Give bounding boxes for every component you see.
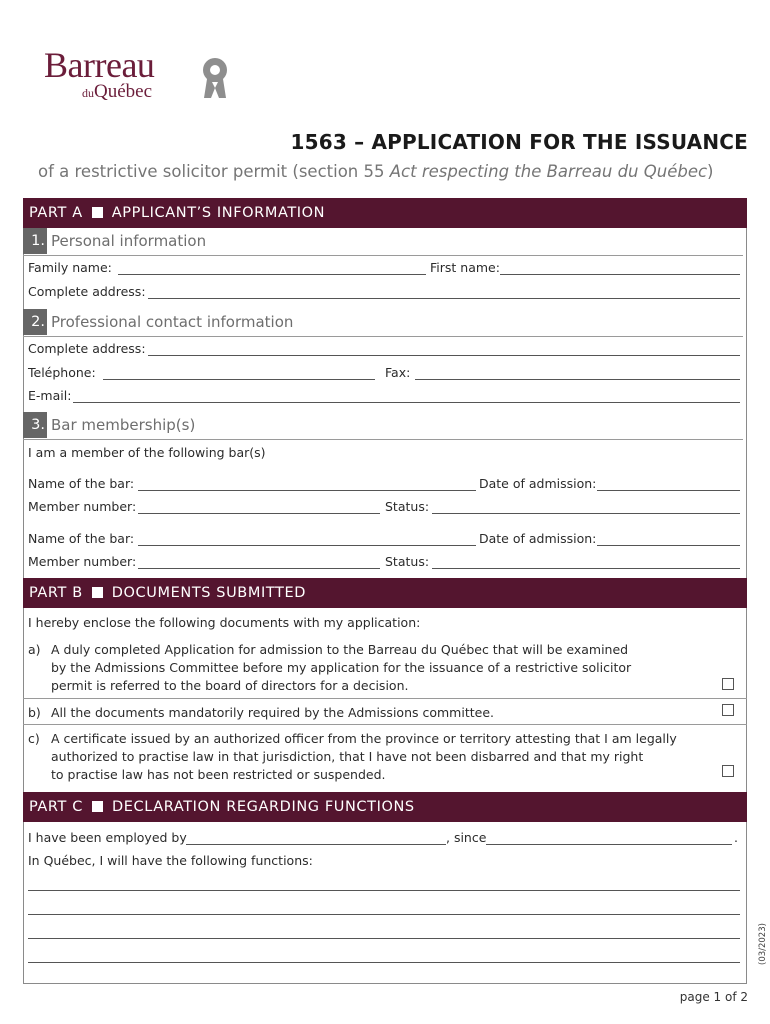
item-c-text: A certificate issued by an authorized officer from the province or territory attesting that I am legally [51,731,677,746]
page-number: page 1 of 2 [679,990,748,1004]
fax-label: Fax: [385,365,411,380]
status-label: Status: [385,554,430,569]
item-c-letter: c) [28,731,40,746]
divider [23,698,747,699]
employed-by-label: I have been employed by [28,830,187,845]
part-b-header: PART B DOCUMENTS SUBMITTED [23,578,747,608]
section-bar-membership: 3. Bar membership(s) [23,412,743,438]
item-c-text: to practise law has not been restricted or suspended. [51,767,386,782]
item-a-text: permit is referred to the board of directors for a decision. [51,678,409,693]
email-label: E-mail: [28,388,72,403]
bar-name-field-1[interactable] [138,490,476,491]
first-name-field[interactable] [500,274,740,275]
admission-date-label: Date of admission: [479,476,597,491]
section-personal-information: 1. Personal information [23,228,743,254]
functions-line-2[interactable] [28,914,740,915]
professional-address-field[interactable] [148,355,740,356]
bar-name-label: Name of the bar: [28,531,135,546]
status-field-1[interactable] [432,513,740,514]
professional-address-label: Complete address: [28,341,146,356]
first-name-label: First name: [430,260,500,275]
personal-address-label: Complete address: [28,284,146,299]
telephone-field[interactable] [103,379,375,380]
divider [23,724,747,725]
member-number-label: Member number: [28,499,137,514]
status-field-2[interactable] [432,568,740,569]
admission-date-field-2[interactable] [597,545,740,546]
bar-membership-intro: I am a member of the following bar(s) [28,445,266,460]
fax-field[interactable] [415,379,740,380]
member-number-field-1[interactable] [138,513,380,514]
square-bullet-icon [92,207,103,218]
part-c-header: PART C DECLARATION REGARDING FUNCTIONS [23,792,747,822]
functions-line-3[interactable] [28,938,740,939]
functions-line-1[interactable] [28,890,740,891]
square-bullet-icon [92,801,103,812]
documents-intro: I hereby enclose the following documents with my application: [28,615,421,630]
item-a-letter: a) [28,642,41,657]
revision-date: (03/2023) [758,923,768,965]
item-b-letter: b) [28,705,41,720]
telephone-label: Teléphone: [28,365,96,380]
family-name-field[interactable] [118,274,426,275]
form-title: 1563 – APPLICATION FOR THE ISSUANCE [290,130,748,154]
item-b-checkbox[interactable] [722,704,734,716]
item-c-checkbox[interactable] [722,765,734,777]
functions-line-4[interactable] [28,962,740,963]
form-subtitle: of a restrictive solicitor permit (section 55 Act respecting the Barreau du Québec) [38,162,714,181]
admission-date-field-1[interactable] [597,490,740,491]
section-professional-contact: 2. Professional contact information [23,309,743,335]
sentence-period: . [734,830,738,845]
part-a-header: PART A APPLICANT’S INFORMATION [23,198,747,228]
logo-subtitle: duQuébec [82,81,153,102]
since-label: , since [446,830,487,845]
logo-wordmark: Barreau [44,45,155,85]
since-date-field[interactable] [486,844,732,845]
functions-label: In Québec, I will have the following functions: [28,853,313,868]
status-label: Status: [385,499,430,514]
member-number-label: Member number: [28,554,137,569]
employer-field[interactable] [186,844,446,845]
barreau-emblem-icon [198,55,232,99]
personal-address-field[interactable] [148,298,740,299]
bar-name-field-2[interactable] [138,545,476,546]
item-c-text: authorized to practise law in that jurisdiction, that I have not been disbarred and that my right [51,749,644,764]
item-a-text: by the Admissions Committee before my application for the issuance of a restrictive solicitor [51,660,632,675]
email-field[interactable] [73,402,740,403]
bar-name-label: Name of the bar: [28,476,135,491]
square-bullet-icon [92,587,103,598]
member-number-field-2[interactable] [138,568,380,569]
family-name-label: Family name: [28,260,112,275]
item-b-text: All the documents mandatorily required by the Admissions committee. [51,705,494,720]
admission-date-label: Date of admission: [479,531,597,546]
item-a-checkbox[interactable] [722,678,734,690]
item-a-text: A duly completed Application for admission to the Barreau du Québec that will be examined [51,642,629,657]
